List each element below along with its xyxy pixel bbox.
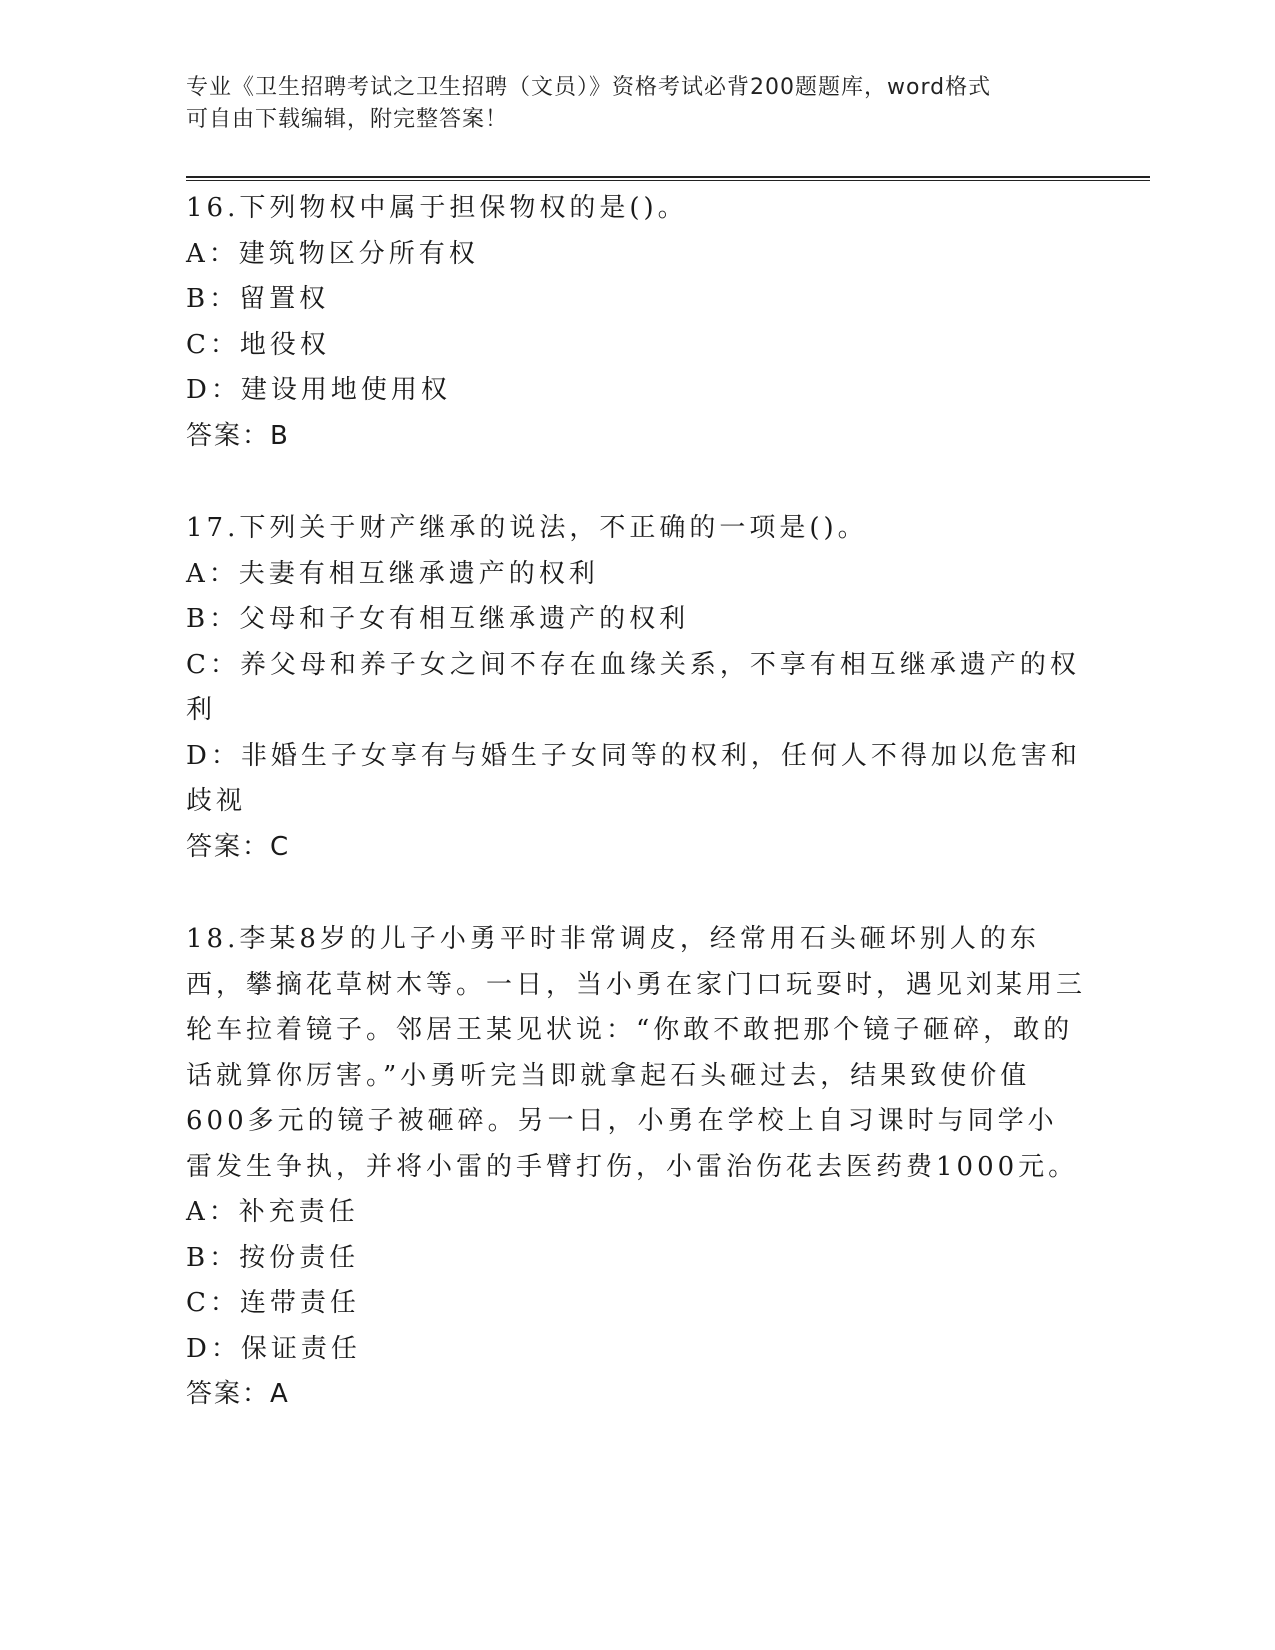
option-c: C：地役权: [186, 329, 330, 360]
header-line-1: 专业《卫生招聘考试之卫生招聘（文员）》资格考试必背200题题库，word格式: [186, 75, 992, 100]
option-a: A：建筑物区分所有权: [186, 238, 479, 269]
question-18: [186, 917, 1086, 1418]
question-stem: 18.李某8岁的儿子小勇平时非常调皮，经常用石头砸坏别人的东西，攀摘花草树木等。一日，当小勇在家门口玩耍时，遇见刘某用三轮车拉着镜子。邻居王某见状说：“你敢不敢把那个镜子砸碎，敢的话就算你厉害。”小勇听完当即就拿起石头砸过去，结果致使价值600多元的镜子被砸碎。另一日，小勇在学校上自习课时与同学小雷发生争执，并将小雷的手臂打伤，小雷治伤花去医药费1000元。: [186, 924, 1087, 1182]
option-a: A：补充责任: [186, 1197, 359, 1227]
question-16: [186, 186, 1086, 459]
option-d: D：非婚生子女享有与婚生子女同等的权利，任何人不得加以危害和歧视: [186, 740, 1081, 816]
option-c: C：养父母和养子女之间不存在血缘关系，不享有相互继承遗产的权利: [186, 649, 1080, 725]
document-header: [186, 72, 1066, 136]
option-b: B：父母和子女有相互继承遗产的权利: [186, 604, 690, 634]
question-stem: 17.下列关于财产继承的说法，不正确的一项是()。: [186, 513, 868, 543]
option-b: B：按份责任: [186, 1242, 360, 1273]
spacer: [186, 870, 1086, 917]
question-stem: 16.下列物权中属于担保物权的是()。: [186, 193, 688, 223]
answer-line: 答案：B: [186, 420, 290, 451]
question-17: [186, 506, 1086, 870]
option-c: C：连带责任: [186, 1288, 360, 1318]
option-d: D：保证责任: [186, 1333, 361, 1364]
option-b: B：留置权: [186, 284, 330, 314]
answer-line: 答案：C: [186, 831, 291, 862]
spacer: [186, 459, 1086, 506]
header-line-2: 可自由下载编辑，附完整答案！: [186, 107, 509, 132]
question-list: [186, 186, 1086, 1418]
answer-line: 答案：A: [186, 1379, 290, 1409]
option-d: D：建设用地使用权: [186, 375, 451, 405]
header-divider: [186, 176, 1150, 181]
option-a: A：夫妻有相互继承遗产的权利: [186, 558, 599, 589]
